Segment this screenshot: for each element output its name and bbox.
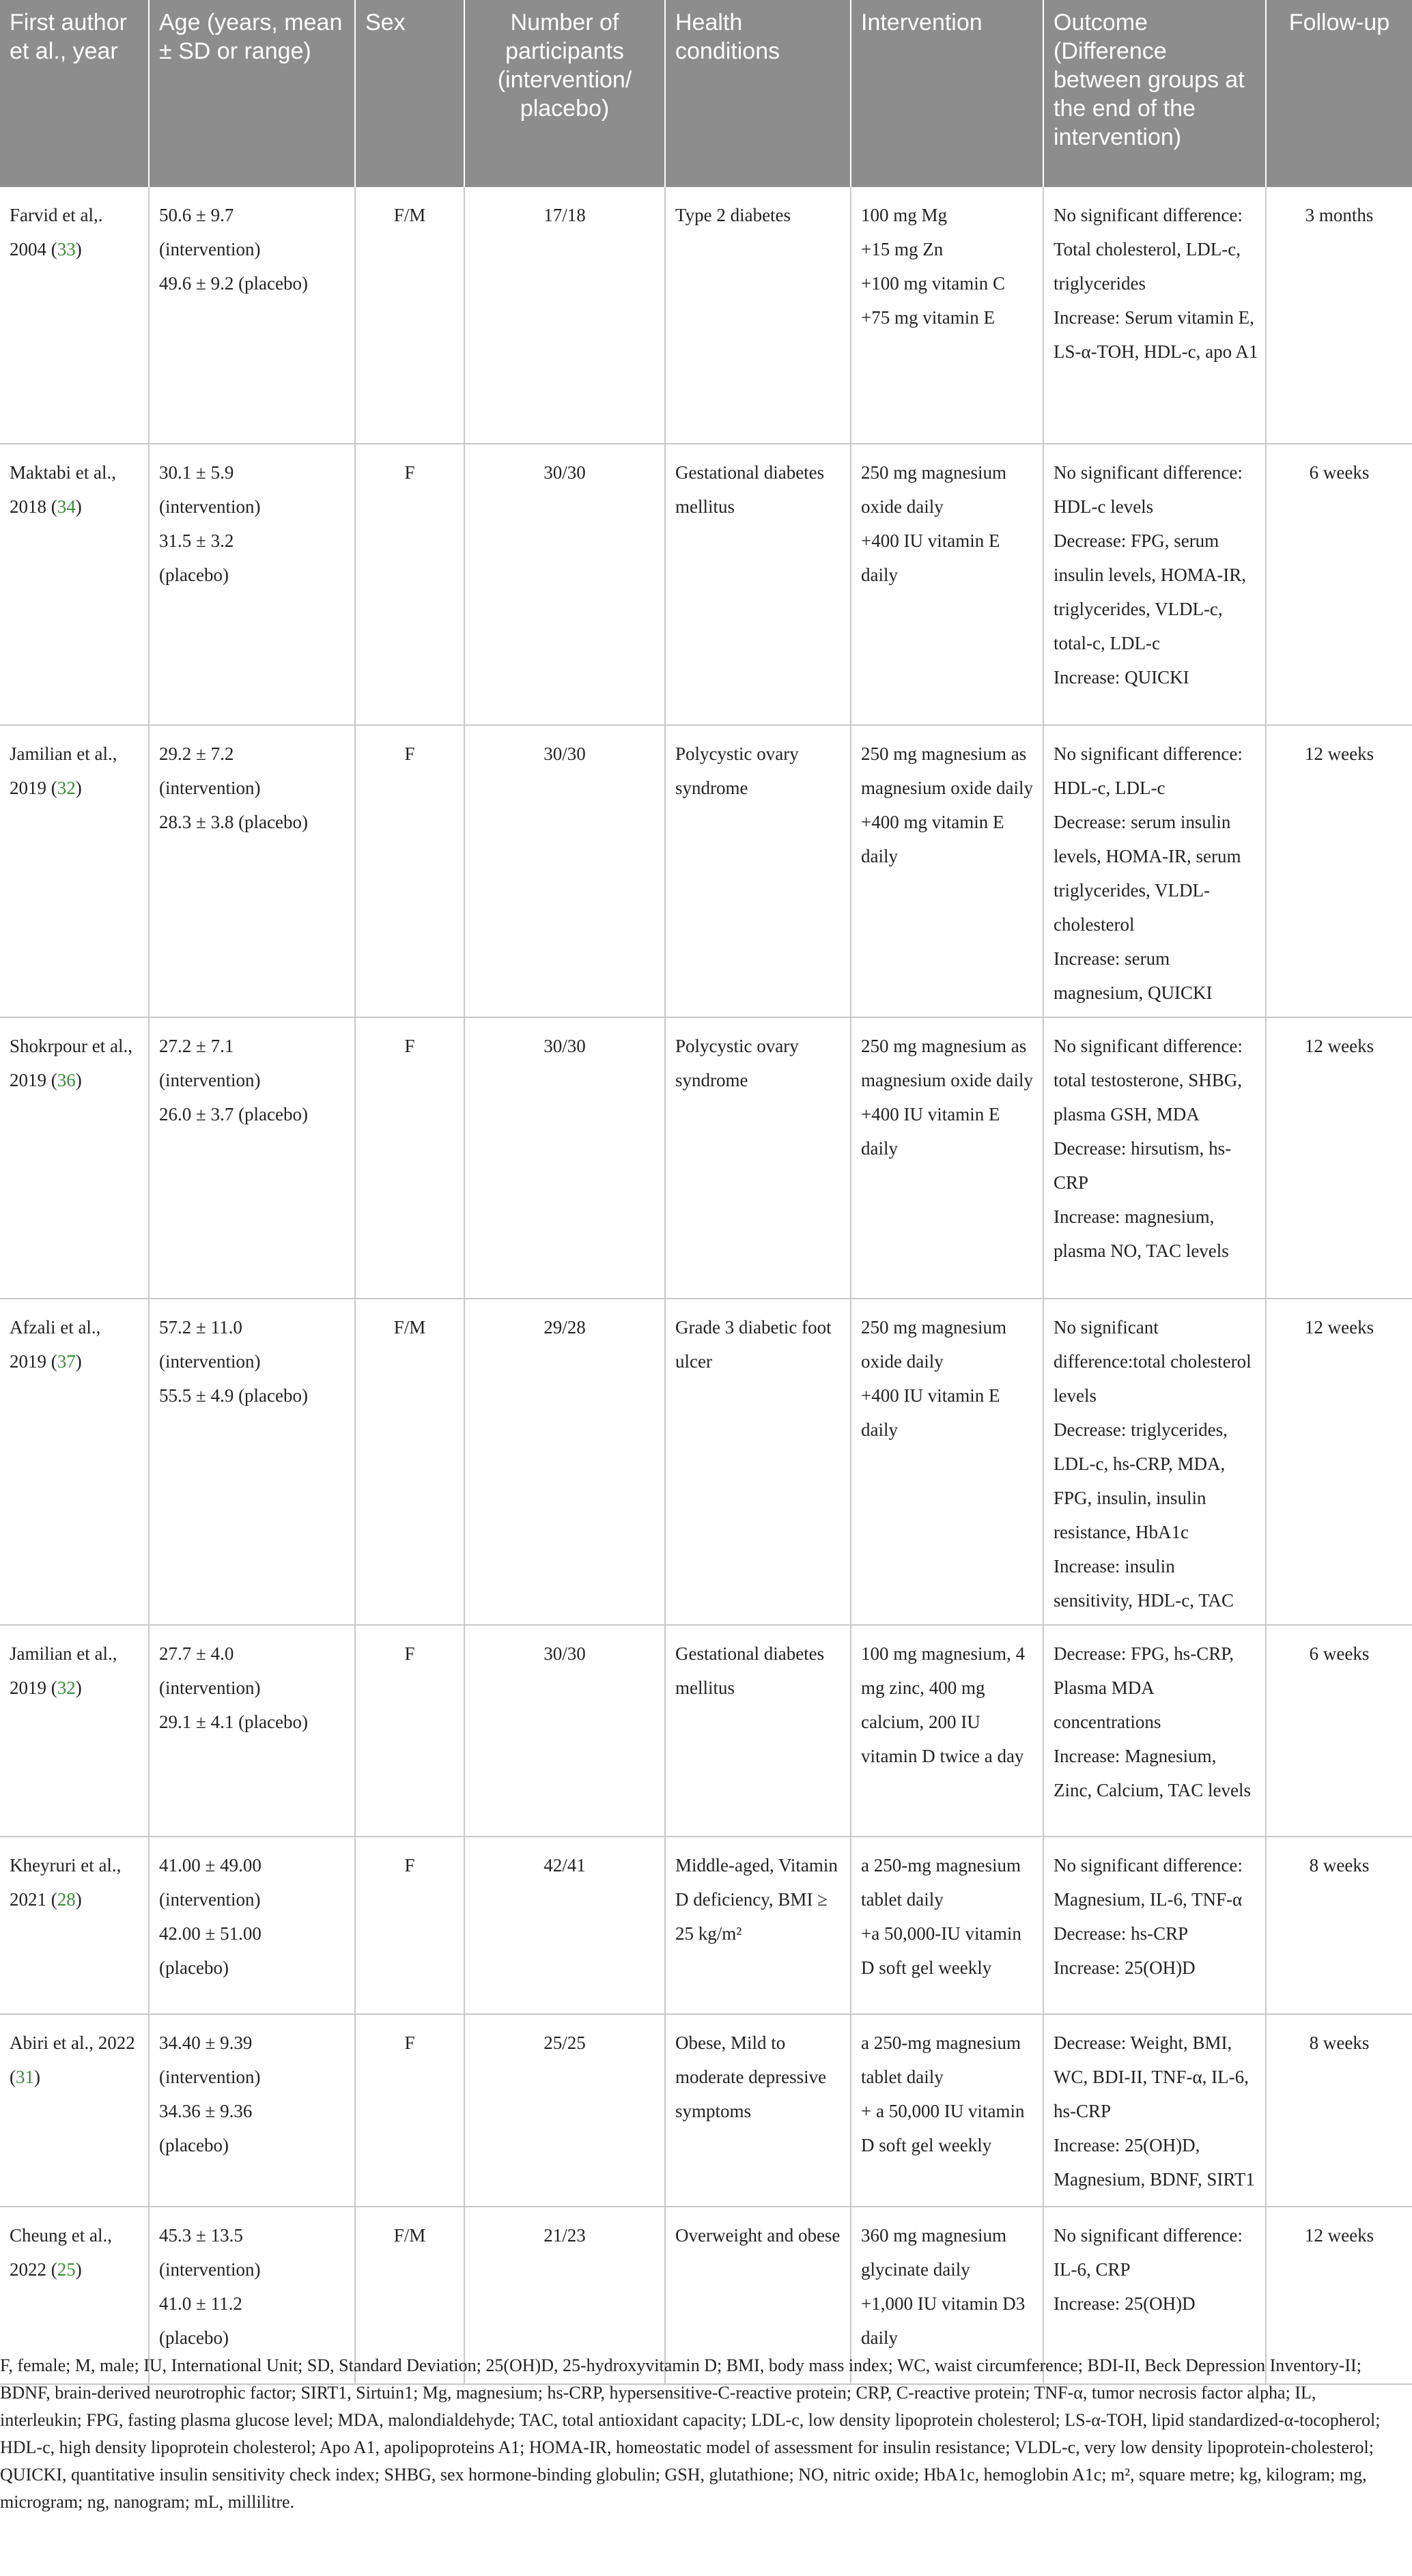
health-value: Gestational diabetes mellitus	[675, 462, 825, 517]
participants-value: 30/30	[543, 462, 586, 483]
header-age: Age (years, mean ± SD or range)	[149, 0, 355, 187]
author-text: Jamilian et al., 2019	[10, 744, 117, 798]
cell-outcome	[1043, 1625, 1266, 1837]
cell-follow-up	[1266, 2014, 1412, 2207]
cell-intervention	[851, 1299, 1043, 1625]
outcome-line: No significant difference: HDL-c levels	[1054, 462, 1243, 517]
table-row	[0, 187, 1412, 444]
cell-age	[149, 2014, 355, 2207]
intervention-line: + a 50,000 IU vitamin D soft gel weekly	[861, 2101, 1025, 2155]
age-line: 41.00 ± 49.00	[159, 1855, 262, 1876]
age-line: (intervention)	[159, 778, 261, 798]
outcome-line: No significant difference: IL-6, CRP	[1054, 2225, 1243, 2280]
cell-health	[665, 1625, 851, 1837]
age-line: 50.6 ± 9.7	[159, 205, 234, 225]
cell-follow-up	[1266, 1299, 1412, 1625]
cell-age	[149, 1299, 355, 1625]
cell-author: Jamilian et al., 2019 (32)	[0, 725, 149, 1017]
author-text: Jamilian et al., 2019	[10, 1643, 117, 1698]
outcome-line: No significant difference:total cholesterol levels	[1054, 1317, 1252, 1406]
cell-age	[149, 444, 355, 725]
health-value: Overweight and obese	[675, 2225, 841, 2246]
follow-up-value: 8 weeks	[1309, 2033, 1370, 2053]
outcome-line: Decrease: triglycerides, LDL-c, hs-CRP, MDA, FPG, insulin, insulin resistance, HbA1c	[1054, 1419, 1228, 1542]
intervention-line: +15 mg Zn	[861, 239, 944, 259]
follow-up-value: 6 weeks	[1309, 1643, 1370, 1664]
author-text: Farvid et al,. 2004	[10, 205, 103, 259]
outcome-line: Increase: Magnesium, Zinc, Calcium, TAC levels	[1054, 1746, 1252, 1800]
intervention-line: 250 mg magnesium oxide daily	[861, 1317, 1006, 1372]
follow-up-value: 8 weeks	[1309, 1855, 1370, 1876]
intervention-line: 100 mg Mg	[861, 205, 948, 225]
age-line: 34.40 ± 9.39	[159, 2033, 253, 2053]
participants-value: 21/23	[543, 2225, 586, 2246]
sex-value: F	[404, 2033, 415, 2053]
age-line: 31.5 ± 3.2	[159, 530, 234, 551]
cell-participants	[464, 187, 665, 444]
age-line: (placebo)	[159, 2135, 229, 2155]
age-line: (intervention)	[159, 1889, 261, 1910]
outcome-line: No significant difference: Total cholesterol, LDL-c, triglycerides	[1054, 205, 1243, 294]
cell-author: Abiri et al., 2022 (31)	[0, 2014, 149, 2207]
cell-participants	[464, 1837, 665, 2014]
reference-link[interactable]: 32	[57, 1678, 76, 1698]
table-row	[0, 2014, 1412, 2207]
cell-author: Maktabi et al., 2018 (34)	[0, 444, 149, 725]
cell-health	[665, 187, 851, 444]
cell-health	[665, 1017, 851, 1299]
follow-up-value: 12 weeks	[1304, 2225, 1374, 2246]
table-row	[0, 1837, 1412, 2014]
cell-follow-up	[1266, 1625, 1412, 1837]
table-row	[0, 1625, 1412, 1837]
age-line: 27.2 ± 7.1	[159, 1036, 234, 1056]
cell-sex	[355, 1837, 464, 2014]
cell-sex	[355, 1017, 464, 1299]
intervention-line: +400 IU vitamin E daily	[861, 1385, 1000, 1440]
age-line: 28.3 ± 3.8 (placebo)	[159, 812, 309, 832]
reference-link[interactable]: 25	[57, 2259, 76, 2280]
sex-value: F	[404, 744, 415, 764]
age-line: 26.0 ± 3.7 (placebo)	[159, 1104, 309, 1124]
sex-value: F/M	[393, 2225, 426, 2246]
outcome-line: No significant difference: HDL-c, LDL-c	[1054, 744, 1243, 798]
cell-sex	[355, 725, 464, 1017]
outcome-line: No significant difference: total testosterone, SHBG, plasma GSH, MDA	[1054, 1036, 1243, 1124]
outcome-line: Decrease: serum insulin levels, HOMA-IR, serum triglycerides, VLDL-cholesterol	[1054, 812, 1241, 935]
cell-author: Cheung et al., 2022 (25)	[0, 2207, 149, 2384]
cell-outcome	[1043, 1299, 1266, 1625]
intervention-line: a 250-mg magnesium tablet daily	[861, 1855, 1021, 1910]
cell-health	[665, 725, 851, 1017]
participants-value: 42/41	[543, 1855, 586, 1876]
intervention-line: +400 IU vitamin E daily	[861, 1104, 1000, 1159]
age-line: (intervention)	[159, 239, 261, 259]
age-line: 30.1 ± 5.9	[159, 462, 234, 483]
follow-up-value: 12 weeks	[1304, 744, 1374, 764]
health-value: Middle-aged, Vitamin D deficiency, BMI ≥ 25 kg/m²	[675, 1855, 838, 1944]
outcome-line: Increase: serum magnesium, QUICKI	[1054, 948, 1213, 1003]
intervention-line: 100 mg magnesium, 4 mg zinc, 400 mg calcium, 200 IU vitamin D twice a day	[861, 1643, 1025, 1766]
outcome-line: Increase: 25(OH)D, Magnesium, BDNF, SIRT1	[1054, 2135, 1255, 2190]
age-line: 45.3 ± 13.5	[159, 2225, 243, 2246]
cell-intervention	[851, 2014, 1043, 2207]
age-line: 49.6 ± 9.2 (placebo)	[159, 273, 309, 294]
header-outcome: Outcome (Difference between groups at the end of the intervention)	[1043, 0, 1266, 187]
age-line: (intervention)	[159, 2259, 261, 2280]
cell-author: Farvid et al,. 2004 (33)	[0, 187, 149, 444]
follow-up-value: 12 weeks	[1304, 1036, 1374, 1056]
intervention-line: 250 mg magnesium as magnesium oxide daily	[861, 744, 1033, 798]
cell-intervention	[851, 1837, 1043, 2014]
sex-value: F	[404, 1643, 415, 1664]
cell-participants	[464, 444, 665, 725]
cell-author: Shokrpour et al., 2019 (36)	[0, 1017, 149, 1299]
outcome-line: Decrease: FPG, serum insulin levels, HOMA-IR, triglycerides, VLDL-c, total-c, LDL-c	[1054, 530, 1246, 653]
cell-participants	[464, 1625, 665, 1837]
cell-intervention	[851, 725, 1043, 1017]
cell-outcome	[1043, 1017, 1266, 1299]
outcome-line: Increase: 25(OH)D	[1054, 1957, 1196, 1978]
outcome-line: Decrease: hirsutism, hs-CRP	[1054, 1138, 1232, 1193]
cell-sex	[355, 1625, 464, 1837]
reference-link[interactable]: 32	[57, 778, 76, 798]
cell-participants	[464, 1017, 665, 1299]
sex-value: F	[404, 462, 415, 483]
follow-up-value: 3 months	[1305, 205, 1374, 225]
participants-value: 30/30	[543, 1643, 586, 1664]
age-line: (intervention)	[159, 1351, 261, 1372]
header-follow-up: Follow-up	[1266, 0, 1412, 187]
cell-outcome	[1043, 725, 1266, 1017]
sex-value: F	[404, 1036, 415, 1056]
age-line: 29.2 ± 7.2	[159, 744, 234, 764]
age-line: (intervention)	[159, 496, 261, 517]
cell-author: Jamilian et al., 2019 (32)	[0, 1625, 149, 1837]
outcome-line: Decrease: FPG, hs-CRP, Plasma MDA concentrations	[1054, 1643, 1234, 1732]
table-footnote: F, female; M, male; IU, International Unit; SD, Standard Deviation; 25(OH)D, 25-hydroxyvitamin D; BMI, body mass index; WC, waist circumference; BDI-II, Beck Depression Inventory-II; BDNF, brain-derived neurotrophic factor; SIRT1, Sirtuin1; Mg, magnesium; hs-CRP, hypersensitive-C-reactive protein; CRP, C-reactive protein; TNF-α, tumor necrosis factor alpha; IL, interleukin; FPG, fasting plasma glucose level; MDA, malondialdehyde; TAC, total antioxidant capacity; LDL-c, low density lipoprotein cholesterol; LS-α-TOH, lipid standardized-α-tocopherol; HDL-c, high density lipoprotein cholesterol; Apo A1, apolipoproteins A1; HOMA-IR, homeostatic model of assessment for insulin resistance; VLDL-c, very low density lipoprotein-cholesterol; QUICKI, quantitative insulin sensitivity check index; SHBG, sex hormone-binding globulin; GSH, glutathione; NO, nitric oxide; HbA1c, hemoglobin A1c; m², square metre; kg, kilogram; mg, microgram; ng, nanogram; mL, millilitre.	[0, 2355, 1381, 2512]
health-value: Grade 3 diabetic foot ulcer	[675, 1317, 832, 1372]
cell-outcome	[1043, 187, 1266, 444]
sex-value: F/M	[393, 205, 426, 225]
cell-health	[665, 1837, 851, 2014]
author-text: Cheung et al., 2022	[10, 2225, 112, 2280]
table-row	[0, 1299, 1412, 1625]
outcome-line: Decrease: hs-CRP	[1054, 1923, 1189, 1944]
cell-follow-up	[1266, 725, 1412, 1017]
age-line: (intervention)	[159, 2067, 261, 2087]
health-value: Gestational diabetes mellitus	[675, 1643, 825, 1698]
cell-follow-up	[1266, 1837, 1412, 2014]
outcome-line: Increase: 25(OH)D	[1054, 2293, 1196, 2314]
health-value: Obese, Mild to moderate depressive symptoms	[675, 2033, 827, 2121]
intervention-line: +75 mg vitamin E	[861, 307, 995, 328]
follow-up-value: 12 weeks	[1304, 1317, 1374, 1337]
table-row	[0, 444, 1412, 725]
age-line: 29.1 ± 4.1 (placebo)	[159, 1712, 309, 1732]
reference-link[interactable]: 33	[57, 239, 76, 259]
cell-follow-up	[1266, 1017, 1412, 1299]
author-text: Kheyruri et al., 2021	[10, 1855, 122, 1910]
header-health-conditions: Health conditions	[665, 0, 851, 187]
age-line: 41.0 ± 11.2	[159, 2293, 242, 2314]
sex-value: F	[404, 1855, 415, 1876]
participants-value: 30/30	[543, 1036, 586, 1056]
reference-link[interactable]: 37	[57, 1351, 76, 1372]
intervention-line: +a 50,000-IU vitamin D soft gel weekly	[861, 1923, 1021, 1978]
author-text: Shokrpour et al., 2019	[10, 1036, 132, 1090]
header-intervention: Intervention	[851, 0, 1043, 187]
cell-age	[149, 1625, 355, 1837]
cell-health	[665, 1299, 851, 1625]
cell-sex	[355, 187, 464, 444]
age-line: (intervention)	[159, 1678, 261, 1698]
cell-participants	[464, 725, 665, 1017]
participants-value: 17/18	[543, 205, 586, 225]
participants-value: 29/28	[543, 1317, 586, 1337]
age-line: 42.00 ± 51.00	[159, 1923, 262, 1944]
participants-value: 25/25	[543, 2033, 586, 2053]
health-value: Polycystic ovary syndrome	[675, 744, 799, 798]
cell-sex	[355, 1299, 464, 1625]
outcome-line: Increase: Serum vitamin E, LS-α-TOH, HDL-c, apo A1	[1054, 307, 1258, 362]
table-row	[0, 725, 1412, 1017]
table-row	[0, 1017, 1412, 1299]
cell-age	[149, 187, 355, 444]
cell-author: Afzali et al., 2019 (37)	[0, 1299, 149, 1625]
age-line: (placebo)	[159, 2327, 229, 2348]
intervention-line: +400 mg vitamin E daily	[861, 812, 1004, 866]
header-row	[0, 0, 1412, 187]
cell-participants	[464, 2014, 665, 2207]
cell-participants	[464, 1299, 665, 1625]
cell-outcome	[1043, 1837, 1266, 2014]
outcome-line: Increase: insulin sensitivity, HDL-c, TAC	[1054, 1556, 1234, 1611]
header-sex: Sex	[355, 0, 464, 187]
age-line: 27.7 ± 4.0	[159, 1643, 234, 1664]
cell-age	[149, 1017, 355, 1299]
cell-health	[665, 444, 851, 725]
age-line: (placebo)	[159, 1957, 229, 1978]
cell-age	[149, 725, 355, 1017]
intervention-line: 250 mg magnesium as magnesium oxide daily	[861, 1036, 1033, 1090]
cell-outcome	[1043, 2014, 1266, 2207]
author-text: Abiri et al., 2022	[10, 2033, 135, 2053]
intervention-line: +100 mg vitamin C	[861, 273, 1005, 294]
header-participants: Number of participants (intervention/ placebo)	[464, 0, 665, 187]
cell-follow-up	[1266, 444, 1412, 725]
age-line: 57.2 ± 11.0	[159, 1317, 242, 1337]
cell-age	[149, 1837, 355, 2014]
cell-intervention	[851, 1625, 1043, 1837]
cell-author: Kheyruri et al., 2021 (28)	[0, 1837, 149, 2014]
age-line: 34.36 ± 9.36	[159, 2101, 253, 2121]
age-line: (placebo)	[159, 565, 229, 585]
outcome-line: Increase: magnesium, plasma NO, TAC levels	[1054, 1206, 1229, 1261]
cell-sex	[355, 444, 464, 725]
header-author: First author et al., year	[0, 0, 149, 187]
reference-link[interactable]: 28	[57, 1889, 76, 1910]
outcome-line: No significant difference: Magnesium, IL-6, TNF-α	[1054, 1855, 1243, 1910]
intervention-line: 250 mg magnesium oxide daily	[861, 462, 1006, 517]
cell-sex	[355, 2014, 464, 2207]
intervention-line: +1,000 IU vitamin D3 daily	[861, 2293, 1026, 2348]
intervention-line: +400 IU vitamin E daily	[861, 530, 1000, 585]
reference-link[interactable]: 36	[57, 1070, 76, 1090]
age-line: 55.5 ± 4.9 (placebo)	[159, 1385, 309, 1406]
follow-up-value: 6 weeks	[1309, 462, 1370, 483]
participants-value: 30/30	[543, 744, 586, 764]
cell-follow-up	[1266, 187, 1412, 444]
cell-intervention	[851, 444, 1043, 725]
author-text: Maktabi et al., 2018	[10, 462, 116, 517]
cell-outcome	[1043, 444, 1266, 725]
outcome-line: Increase: QUICKI	[1054, 667, 1189, 688]
sex-value: F/M	[393, 1317, 426, 1337]
health-value: Polycystic ovary syndrome	[675, 1036, 799, 1090]
intervention-line: a 250-mg magnesium tablet daily	[861, 2033, 1021, 2087]
cell-health	[665, 2014, 851, 2207]
table-body	[0, 187, 1412, 2384]
intervention-line: 360 mg magnesium glycinate daily	[861, 2225, 1006, 2280]
reference-link[interactable]: 31	[16, 2067, 34, 2087]
author-text: Afzali et al., 2019	[10, 1317, 101, 1372]
health-value: Type 2 diabetes	[675, 205, 791, 225]
cell-intervention	[851, 1017, 1043, 1299]
reference-link[interactable]: 34	[57, 496, 76, 517]
outcome-line: Decrease: Weight, BMI, WC, BDI-II, TNF-α, IL-6, hs-CRP	[1054, 2033, 1249, 2121]
age-line: (intervention)	[159, 1070, 261, 1090]
cell-intervention	[851, 187, 1043, 444]
